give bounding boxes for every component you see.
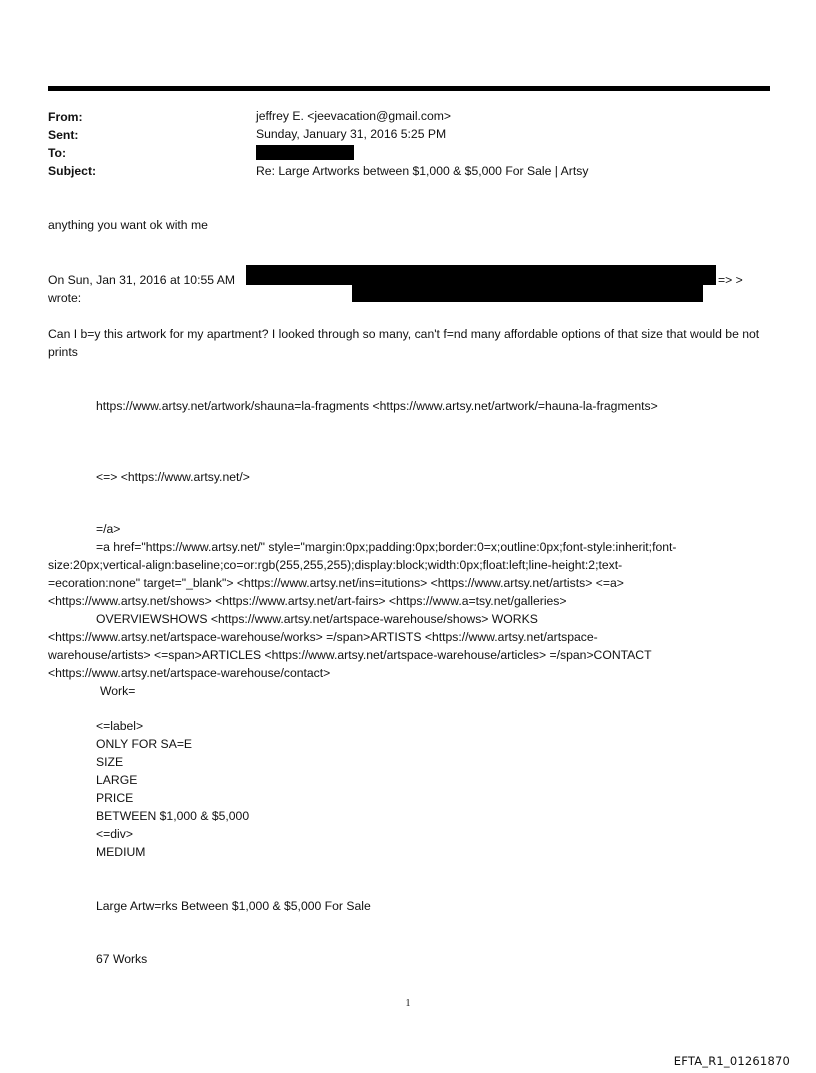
filter-label-tag: <=label>	[96, 719, 144, 733]
from-value: jeffrey E. <jeevacation@gmail.com>	[256, 109, 452, 123]
header-rule	[48, 86, 770, 91]
reply-text: anything you want ok with me	[48, 218, 208, 232]
sender-redaction	[246, 265, 716, 285]
filter-large: LARGE	[96, 773, 138, 787]
subject-label: Subject:	[48, 164, 97, 178]
results-heading: Large Artw=rks Between $1,000 & $5,000 For Sale	[96, 899, 371, 913]
page-number: 1	[405, 998, 411, 1009]
sent-value: Sunday, January 31, 2016 5:25 PM	[256, 127, 447, 141]
filter-size: SIZE	[96, 755, 124, 769]
results-count: 67 Works	[96, 952, 148, 966]
html-close-a: =/a>	[96, 522, 121, 536]
html-line-4: <https://www.artsy.net/shows> <https://www.artsy.net/art-fairs> <https://www.a=tsy.net/galleries>	[48, 594, 567, 608]
to-label: To:	[48, 146, 67, 160]
html-line-7: warehouse/artists> <=span>ARTICLES <https://www.artsy.net/artspace-warehouse/articles> =/span>CONTACT	[48, 648, 652, 662]
filter-div-tag: <=div>	[96, 827, 133, 841]
quote-intro: On Sun, Jan 31, 2016 at 10:55 AM	[48, 273, 236, 287]
filter-price-range: BETWEEN $1,000 & $5,000	[96, 809, 250, 823]
artsy-home-link: <=> <https://www.artsy.net/>	[96, 470, 250, 484]
question-text: Can I b=y this artwork for my apartment? I looked through so many, can't f=nd many affordable options of that size that would be not prints	[48, 327, 760, 359]
html-line-2: size:20px;vertical-align:baseline;co=or:rgb(255,255,255);display:block;width:0px;float:left;line-height:2;text-	[48, 558, 623, 572]
artwork-link: https://www.artsy.net/artwork/shauna=la-fragments <https://www.artsy.net/artwork/=hauna-la-fragments>	[96, 399, 658, 413]
html-line-5: OVERVIEWSHOWS <https://www.artsy.net/artspace-warehouse/shows> WORKS	[96, 612, 538, 626]
html-line-8: <https://www.artsy.net/artspace-warehouse/contact>	[48, 666, 331, 680]
filter-medium: MEDIUM	[96, 845, 146, 859]
from-label: From:	[48, 110, 83, 124]
quote-intro-end: => >	[718, 273, 743, 287]
quote-wrote: wrote:	[48, 291, 82, 305]
subject-value: Re: Large Artworks between $1,000 & $5,000 For Sale | Artsy	[256, 164, 589, 178]
html-line-3: =ecoration:none" target="_blank"> <https://www.artsy.net/ins=itutions> <https://www.artsy.net/artists> <=a>	[48, 576, 624, 590]
filter-only-for-sale: ONLY FOR SA=E	[96, 737, 193, 751]
html-line-6: <https://www.artsy.net/artspace-warehouse/works> =/span>ARTISTS <https://www.artsy.net/artspace-	[48, 630, 598, 644]
filter-price: PRICE	[96, 791, 134, 805]
to-redaction	[256, 145, 354, 160]
html-line-1: =a href="https://www.artsy.net/" style="margin:0px;padding:0px;border:0=x;outline:0px;font-style:inherit;font-	[96, 540, 677, 554]
sent-label: Sent:	[48, 128, 79, 142]
document-id: EFTA_R1_01261870	[673, 1054, 790, 1068]
sender-redaction-2	[352, 284, 703, 302]
html-line-9: Work=	[100, 684, 136, 698]
